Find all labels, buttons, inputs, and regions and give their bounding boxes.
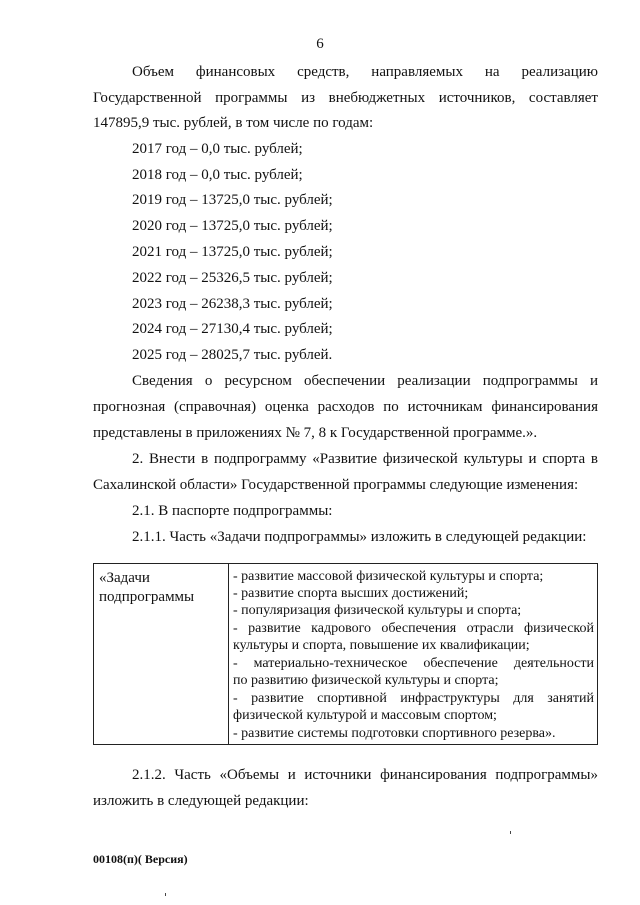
paragraph-line: Сахалинской области» Государственной программы следующие изменения: — [93, 477, 579, 493]
year-item: 2021 год – 13725,0 тыс. рублей; — [132, 244, 333, 260]
paragraph-line: прогнозная (справочная) оценка расходов по источникам финансирования — [93, 399, 598, 415]
table-task-line: - популяризация физической культуры и спорта; — [233, 603, 522, 618]
paragraph-line: 2.1.1. Часть «Задачи подпрограммы» изложить в следующей редакции: — [132, 529, 587, 545]
table-divider — [228, 564, 229, 744]
year-item: 2019 год – 13725,0 тыс. рублей; — [132, 192, 333, 208]
table-task-line: физической культурой и массовым спортом; — [233, 708, 497, 723]
year-item: 2022 год – 25326,5 тыс. рублей; — [132, 270, 333, 286]
paragraph-line: 2. Внести в подпрограмму «Развитие физической культуры и спорта в — [132, 451, 598, 467]
year-item: 2023 год – 26238,3 тыс. рублей; — [132, 296, 333, 312]
paragraph-line: 147895,9 тыс. рублей, в том числе по годам: — [93, 115, 374, 131]
scan-speck — [510, 831, 511, 834]
table-task-line: по развитию физической культуры и спорта; — [233, 673, 499, 688]
paragraph-line — [132, 63, 598, 81]
paragraph-line: 2.1.2. Часть «Объемы и источники финансирования подпрограммы» — [132, 767, 598, 783]
year-item: 2020 год – 13725,0 тыс. рублей; — [132, 218, 333, 234]
table-task-line: - развитие массовой физической культуры и спорта; — [233, 569, 544, 584]
table-left-cell: «Задачи подпрограммы — [99, 570, 195, 605]
word: направляемых — [371, 64, 463, 80]
tasks-table — [93, 563, 598, 745]
table-task-line: - материально-техническое обеспечение деятельности — [233, 656, 594, 671]
table-task-line: - развитие спортивной инфраструктуры для занятий — [233, 691, 594, 706]
table-task-line: - развитие кадрового обеспечения отрасли физической — [233, 621, 594, 636]
paragraph-line: Государственной программы из внебюджетных источников, составляет — [93, 90, 598, 106]
table-task-line: - развитие спорта высших достижений; — [233, 586, 469, 601]
word: средств, — [297, 64, 350, 80]
year-item: 2025 год – 28025,7 тыс. рублей. — [132, 347, 333, 363]
paragraph-line: представлены в приложениях № 7, 8 к Государственной программе.». — [93, 425, 538, 441]
year-item: 2018 год – 0,0 тыс. рублей; — [132, 167, 303, 183]
year-item: 2024 год – 27130,4 тыс. рублей; — [132, 321, 333, 337]
year-item: 2017 год – 0,0 тыс. рублей; — [132, 141, 303, 157]
word: финансовых — [195, 64, 276, 80]
table-task-line: - развитие системы подготовки спортивного резерва». — [233, 726, 556, 741]
word: Объем — [132, 64, 174, 80]
paragraph-line: изложить в следующей редакции: — [93, 793, 309, 809]
table-task-line: культуры и спорта, повышение их квалификации; — [233, 638, 530, 653]
word: реализацию — [521, 64, 598, 80]
document-code: 00108(п)( Версия) — [93, 852, 188, 866]
page-number: 6 — [316, 36, 324, 52]
paragraph-line: Сведения о ресурсном обеспечении реализации подпрограммы и — [132, 373, 598, 389]
paragraph-line: 2.1. В паспорте подпрограммы: — [132, 503, 333, 519]
word: на — [484, 64, 500, 80]
scan-speck — [165, 893, 166, 896]
